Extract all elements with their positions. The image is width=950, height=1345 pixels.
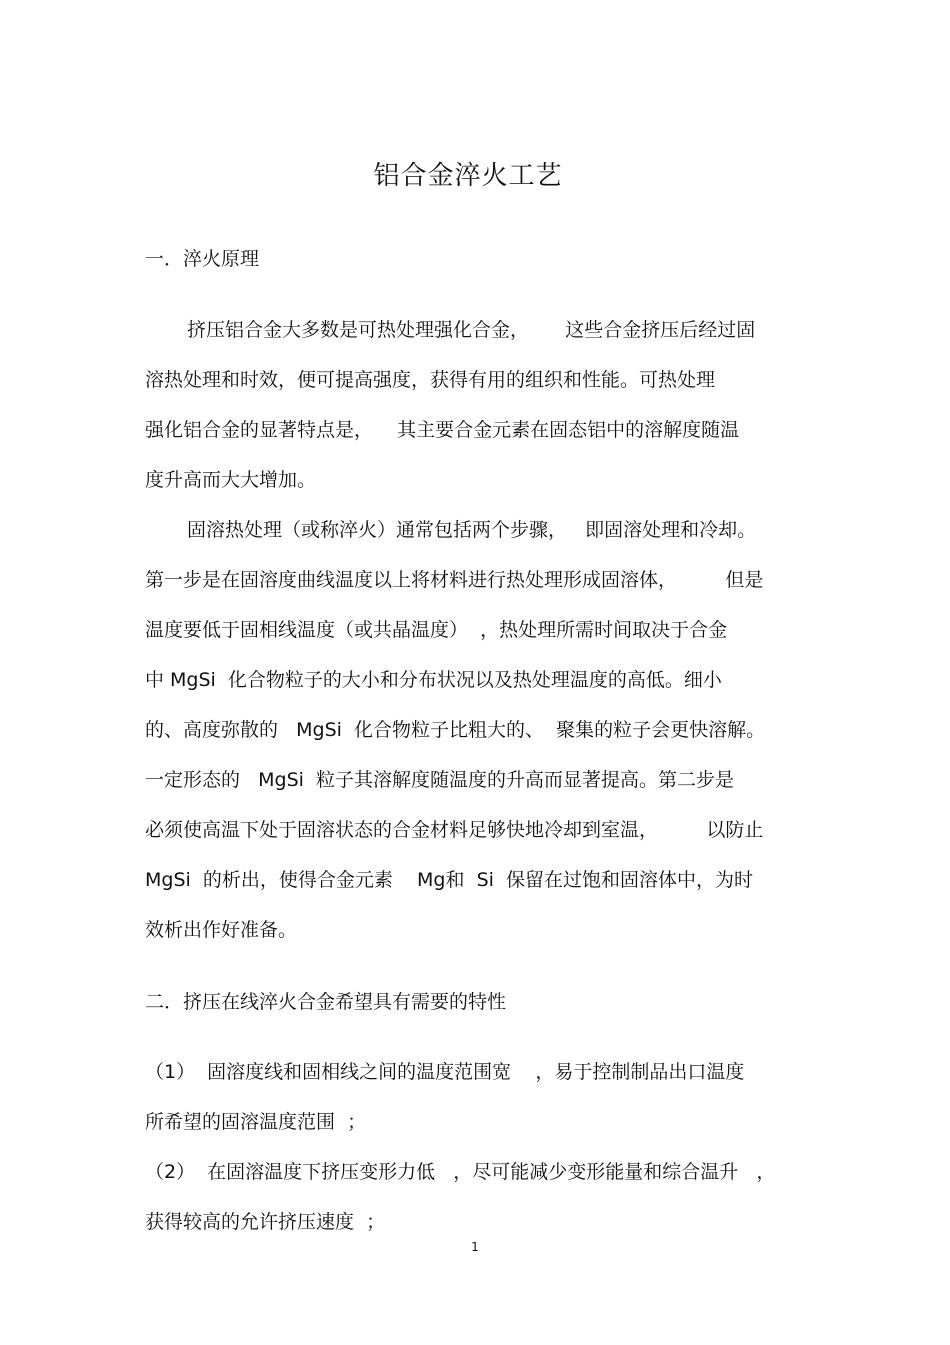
document-title: 铝合金淬火工艺 xyxy=(373,161,563,191)
paragraph-line: 效析出作好准备。 xyxy=(145,919,298,941)
paragraph-line: 第一步是在固溶度曲线温度以上将材料进行热处理形成固溶体， 但是 xyxy=(145,569,764,591)
paragraph-line: 一定形态的 MgSi 粒子其溶解度随温度的升高而显著提高。第二步是 xyxy=(145,769,734,791)
page-number: 1 xyxy=(471,1240,479,1254)
paragraph-line: MgSi 的析出，使得合金元素 Mg和 Si 保留在过饱和固溶体中，为时 xyxy=(145,869,753,891)
list-item-line: （1） 固溶度线和固相线之间的温度范围宽 ，易于控制制品出口温度 xyxy=(145,1061,745,1083)
paragraph-line: 中 MgSi 化合物粒子的大小和分布状况以及热处理温度的高低。细小 xyxy=(145,669,722,691)
paragraph-line: 挤压铝合金大多数是可热处理强化合金， 这些合金挤压后经过固 xyxy=(187,319,756,341)
section-heading-1: 一．淬火原理 xyxy=(145,248,260,270)
paragraph-line: 固溶热处理（或称淬火）通常包括两个步骤， 即固溶处理和冷却。 xyxy=(187,519,757,541)
list-item-line: 所希望的固溶温度范围 ； xyxy=(145,1111,367,1133)
paragraph-line: 溶热处理和时效，便可提高强度，获得有用的组织和性能。可热处理 xyxy=(145,369,716,391)
list-item-line: 获得较高的允许挤压速度 ； xyxy=(145,1211,386,1233)
section-heading-2: 二．挤压在线淬火合金希望具有需要的特性 xyxy=(145,991,507,1013)
paragraph-line: 度升高而大大增加。 xyxy=(145,469,317,491)
paragraph-line: 必须使高温下处于固溶状态的合金材料足够快地冷却到室温， 以防止 xyxy=(145,819,764,841)
paragraph-line: 温度要低于固相线温度（或共晶温度） ，热处理所需时间取决于合金 xyxy=(145,619,728,641)
paragraph-line: 的、高度弥散的 MgSi 化合物粒子比粗大的、 聚集的粒子会更快溶解。 xyxy=(145,719,766,741)
paragraph-line: 强化铝合金的显著特点是， 其主要合金元素在固态铝中的溶解度随温 xyxy=(145,419,740,441)
list-item-line: （2） 在固溶温度下挤压变形力低 ，尽可能减少变形能量和综合温升 ， xyxy=(145,1161,776,1183)
